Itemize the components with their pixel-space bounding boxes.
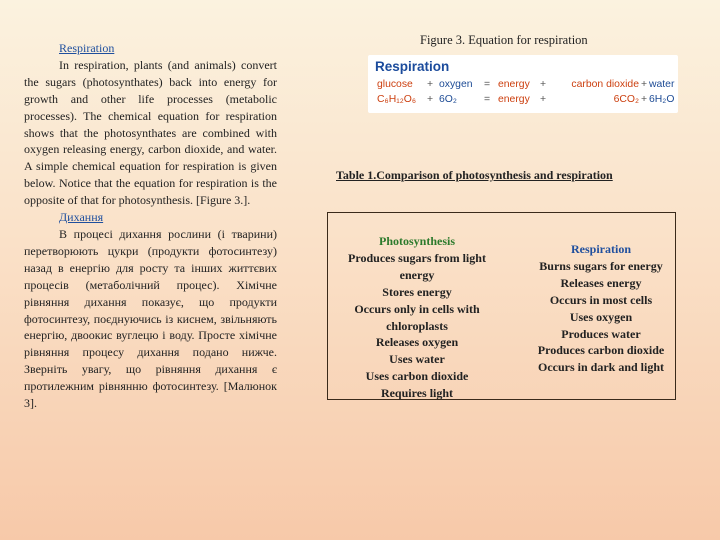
photosynthesis-item: Uses carbon dioxide xyxy=(365,369,469,384)
eq-plus: + xyxy=(427,79,434,90)
eq-equals: = xyxy=(484,94,491,105)
eq-plus: + xyxy=(640,79,648,90)
photosynthesis-item: Produces sugars from light energy xyxy=(348,250,486,282)
photosynthesis-item: Requires light xyxy=(380,386,454,401)
table-caption: Table 1.Comparison of photosynthesis and respiration xyxy=(336,168,613,182)
photosynthesis-header: Photosynthesis xyxy=(378,234,455,248)
respiration-item: Burns sugars for energy xyxy=(539,258,663,273)
photosynthesis-item: Occurs only in cells with chloroplasts xyxy=(354,301,480,333)
equation-words-row xyxy=(377,79,683,90)
respiration-paragraph: In respiration, plants (and animals) convert the sugars (photosynthates) back into energy for growth and other life processes (metabolic processes). The chemical equation for respiration shows that the photosynthates are combined with oxygen releasing energy, carbon dioxide, and water. A simple chemical equation for respiration is given below. Notice that the equation for respiration is the opposite of that for photosynthesis. [Figure 3.]. xyxy=(24,57,277,208)
eq-6o2: 6O₂ xyxy=(439,94,457,105)
respiration-item: Occurs in dark and light xyxy=(537,360,665,375)
eq-equals: = xyxy=(484,79,491,90)
eq-6h2o: 6H₂O xyxy=(649,94,675,105)
eq-plus: + xyxy=(540,79,547,90)
eq-carbon-dioxide: carbon dioxide xyxy=(571,79,639,90)
eq-glucose: glucose xyxy=(377,79,413,90)
equation-title: Respiration xyxy=(375,59,450,74)
eq-energy: energy xyxy=(498,94,530,105)
comparison-table xyxy=(327,212,676,400)
left-text-column xyxy=(24,40,277,412)
eq-6co2: 6CO₂ xyxy=(613,94,639,105)
respiration-heading[interactable]: Respiration xyxy=(59,41,115,55)
respiration-item: Occurs in most cells xyxy=(549,292,653,307)
respiration-item: Produces carbon dioxide xyxy=(537,343,665,358)
eq-plus: + xyxy=(540,94,547,105)
eq-water: water xyxy=(649,79,675,90)
respiration-column xyxy=(516,241,686,376)
eq-c6h12o6: C₆H₁₂O₆ xyxy=(377,94,417,105)
respiration-item: Releases energy xyxy=(560,275,642,290)
photosynthesis-item: Uses water xyxy=(389,352,445,367)
equation-formula-row xyxy=(377,94,683,105)
photosynthesis-item: Stores energy xyxy=(382,284,452,299)
eq-oxygen: oxygen xyxy=(439,79,473,90)
photosynthesis-item: Releases oxygen xyxy=(375,335,459,350)
ukr-paragraph: В процесі дихання рослини (і тварини) перетворюють цукри (продукти фотосинтезу) назад в енергію для росту та інших життєвих процесів (метаболічний процес). Хімічне рівняння дихання показує, що продукти фотосинтезу, поєднуючись із киснем, звільняють енергію, двоокис вуглецю і воду. Просте хімічне рівняння процесу дихання подано нижче. Зверніть увагу, що рівняння дихання є протилежним рівнянню фотосинтезу. [Малюнок 3]. xyxy=(24,226,277,411)
respiration-header: Respiration xyxy=(571,242,631,256)
ukr-heading[interactable]: Дихання xyxy=(59,210,104,225)
respiration-item: Uses oxygen xyxy=(569,309,633,324)
eq-plus: + xyxy=(640,94,648,105)
respiration-item: Produces water xyxy=(561,326,641,341)
figure-caption: Figure 3. Equation for respiration xyxy=(420,33,588,47)
photosynthesis-column xyxy=(332,233,502,402)
respiration-equation-figure xyxy=(368,55,678,113)
eq-plus: + xyxy=(427,94,434,105)
eq-energy: energy xyxy=(498,79,530,90)
